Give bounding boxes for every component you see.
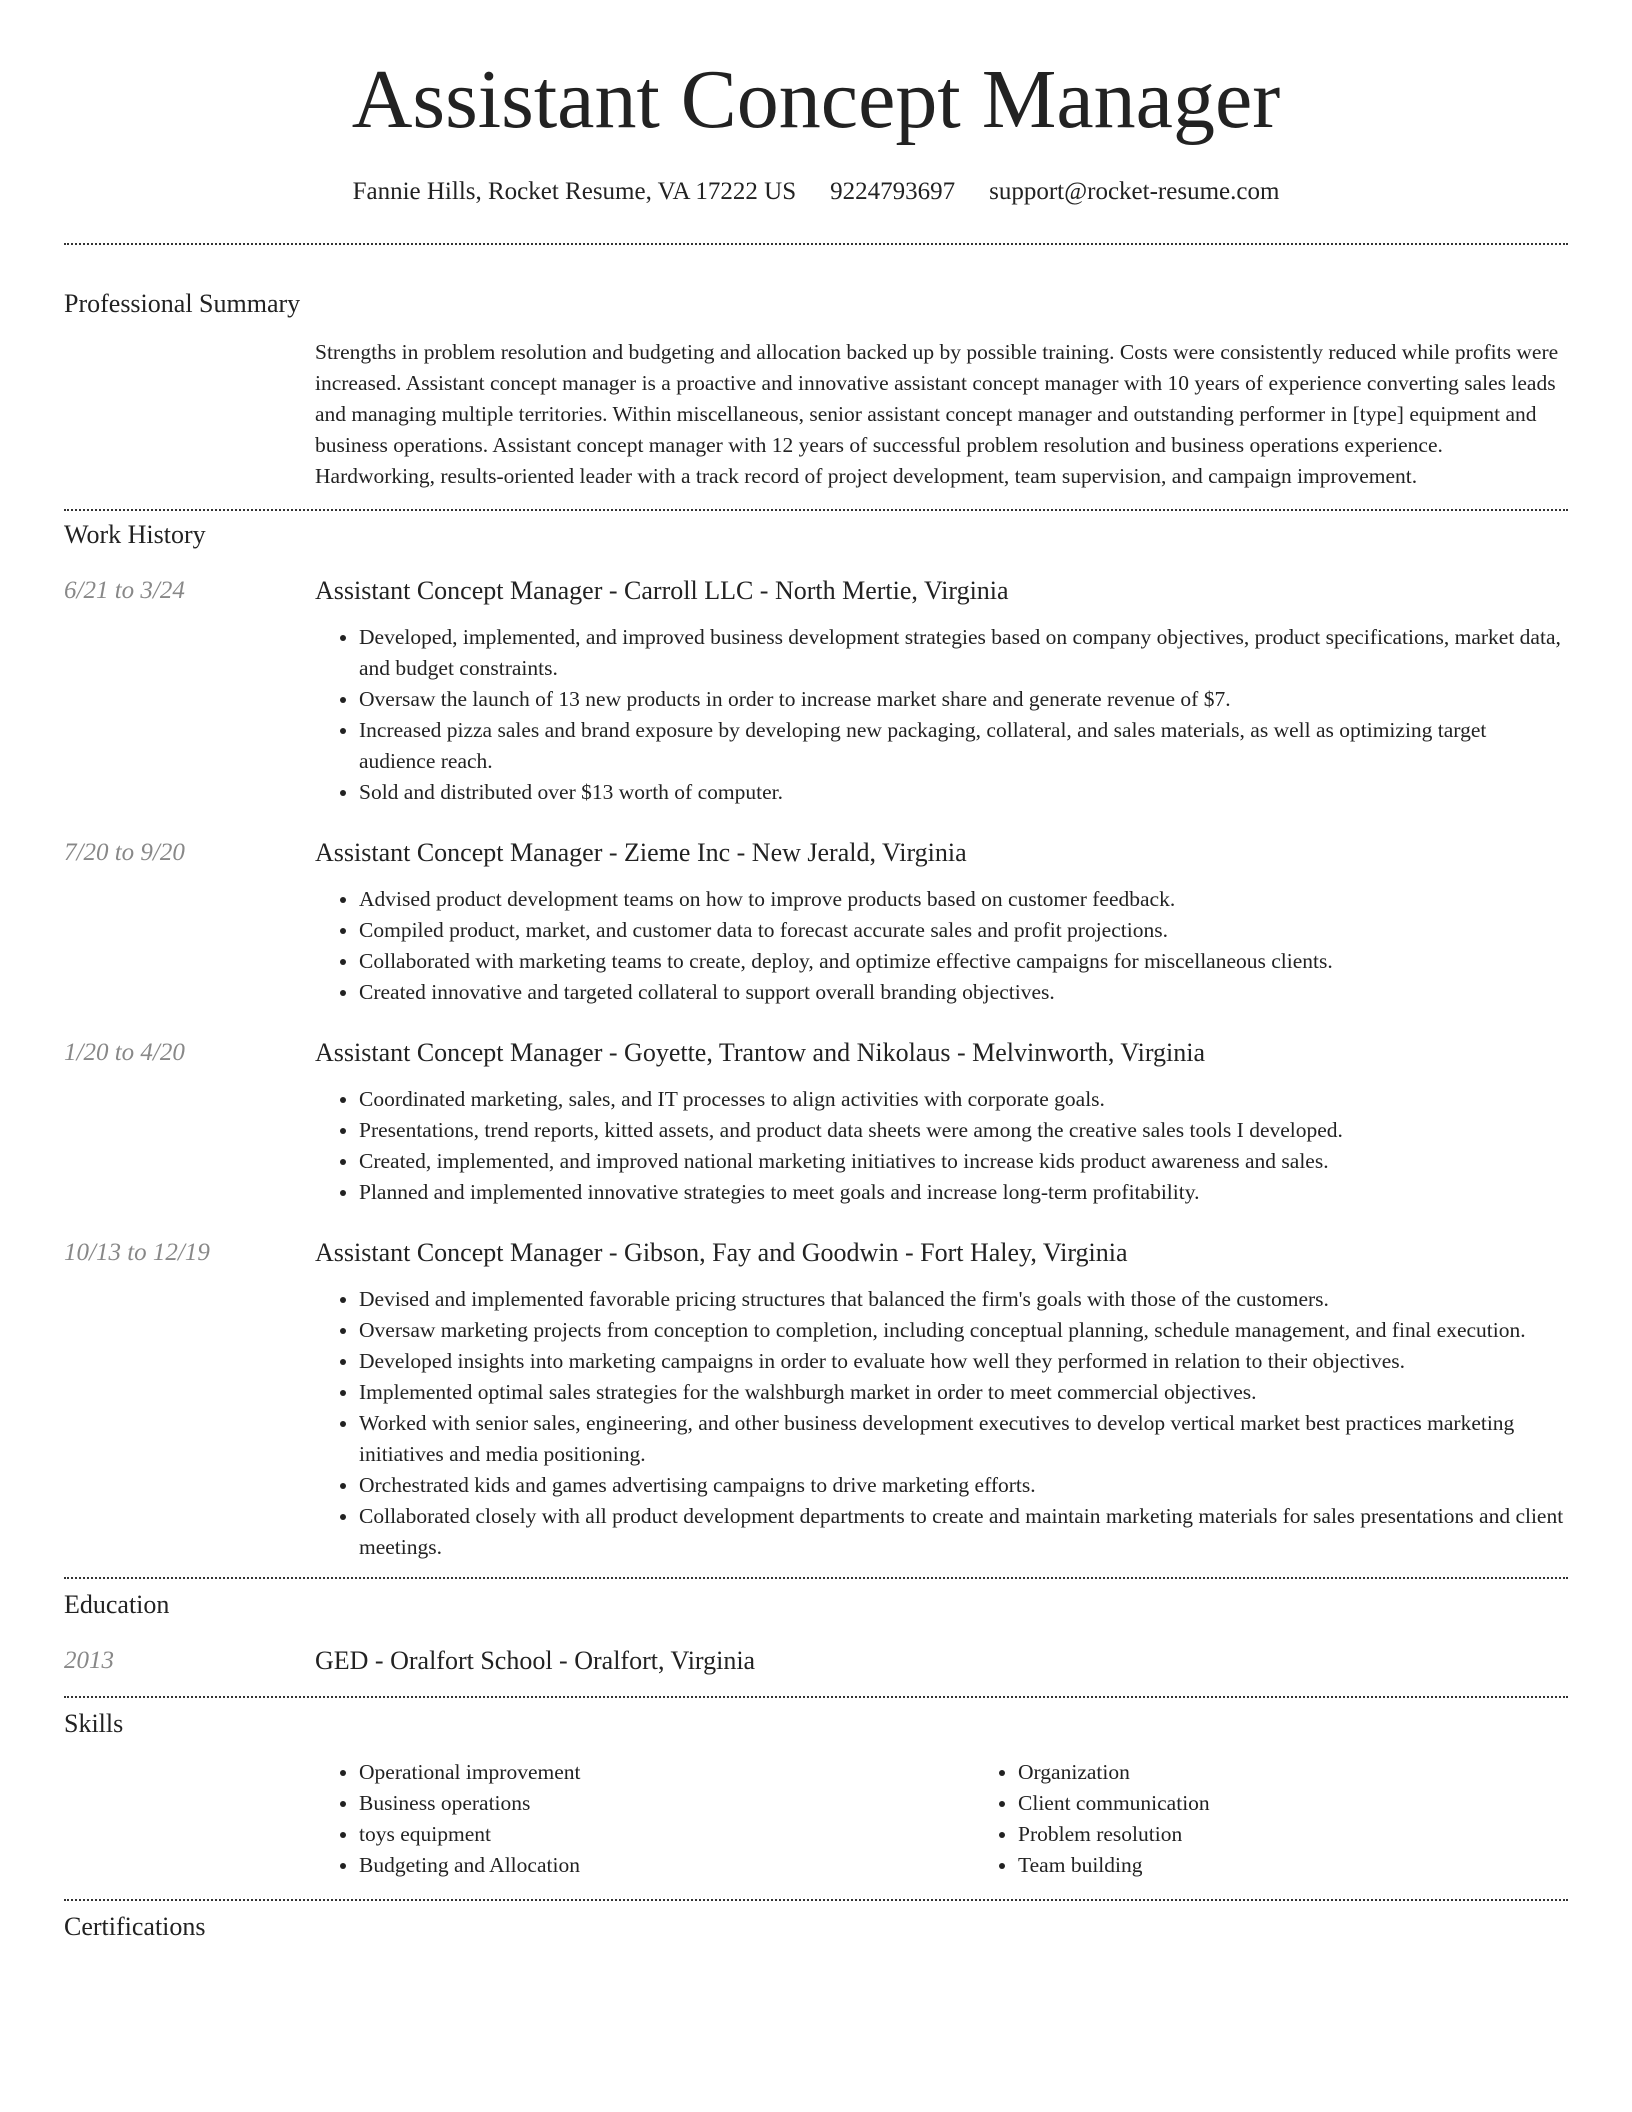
job-bullet: • Collaborated with marketing teams to create, deploy, and optimize effective campaigns for miscellaneous clients. <box>359 946 1568 977</box>
summary-text: Strengths in problem resolution and budgeting and allocation backed up by possible training. Costs were consistently reduced while profits were increased. Assistant concept manager is a proactive and innovative assistant concept manager with 10 years of experience converting sales leads and managing multiple territories. Within miscellaneous, senior assistant concept manager and outstanding performer in [type] equipment and business operations. Assistant concept manager with 12 years of successful problem resolution and business operations experience. Hardworking, results-oriented leader with a track record of project development, team supervision, and campaign improvement. <box>315 340 1559 488</box>
skills-list-right <box>974 1757 1632 1881</box>
job-bullet: • Implemented optimal sales strategies for the walshburgh market in order to meet commercial objectives. <box>359 1377 1568 1408</box>
job-entry <box>64 1236 1568 1563</box>
section-heading-summary: Professional Summary <box>64 289 301 318</box>
contact-phone: 9224793697 <box>830 178 956 205</box>
job-bullet: • Sold and distributed over $13 worth of computer. <box>359 777 1568 808</box>
job-bullet: • Oversaw marketing projects from conception to completion, including conceptual planning, schedule management, and final execution. <box>359 1315 1568 1346</box>
job-bullet: • Coordinated marketing, sales, and IT processes to align activities with corporate goals. <box>359 1084 1568 1115</box>
job-bullet: • Advised product development teams on how to improve products based on customer feedback. <box>359 884 1568 915</box>
job-bullets <box>315 1084 1568 1208</box>
job-date: 6/21 to 3/24 <box>64 577 185 604</box>
section-heading-work-history: Work History <box>64 520 206 549</box>
job-bullet: • Developed insights into marketing campaigns in order to evaluate how well they performed in relation to their objectives. <box>359 1346 1568 1377</box>
job-date: 10/13 to 12/19 <box>64 1239 210 1266</box>
job-entry <box>64 836 1568 1008</box>
skills-list-left <box>315 1757 974 1881</box>
contact-line <box>0 178 1632 206</box>
resume-header <box>0 0 1632 206</box>
job-bullets <box>315 622 1568 808</box>
job-bullet: • Increased pizza sales and brand exposure by developing new packaging, collateral, and sales materials, as well as optimizing target audience reach. <box>359 715 1568 777</box>
job-bullet: • Presentations, trend reports, kitted assets, and product data sheets were among the creative sales tools I developed. <box>359 1115 1568 1146</box>
job-bullet: • Developed, implemented, and improved business development strategies based on company objectives, product specifications, market data, and budget constraints. <box>359 622 1568 684</box>
certifications-section <box>0 1901 1632 1942</box>
job-bullet: • Created, implemented, and improved national marketing initiatives to increase kids product awareness and sales. <box>359 1146 1568 1177</box>
job-entry <box>64 574 1568 808</box>
job-bullet: • Planned and implemented innovative strategies to meet goals and increase long-term profitability. <box>359 1177 1568 1208</box>
section-heading-education: Education <box>64 1590 170 1619</box>
job-bullets <box>315 1284 1568 1563</box>
job-bullet: • Created innovative and targeted collateral to support overall branding objectives. <box>359 977 1568 1008</box>
skill-item: • Budgeting and Allocation <box>359 1850 974 1881</box>
education-title: GED - Oralfort School - Oralfort, Virginia <box>315 1646 756 1675</box>
skills-section <box>0 1698 1632 1881</box>
job-bullet: • Oversaw the launch of 13 new products in order to increase market share and generate revenue of $7. <box>359 684 1568 715</box>
job-bullets <box>315 884 1568 1008</box>
contact-email[interactable]: support@rocket-resume.com <box>989 178 1280 205</box>
job-bullet: • Compiled product, market, and customer data to forecast accurate sales and profit projections. <box>359 915 1568 946</box>
section-heading-skills: Skills <box>64 1709 124 1738</box>
job-bullet: • Collaborated closely with all product development departments to create and maintain marketing materials for sales presentations and client meetings. <box>359 1501 1568 1563</box>
education-entry <box>64 1644 1568 1678</box>
job-title: Assistant Concept Manager - Zieme Inc - New Jerald, Virginia <box>315 838 967 867</box>
job-title: Assistant Concept Manager - Goyette, Trantow and Nikolaus - Melvinworth, Virginia <box>315 1038 1206 1067</box>
job-bullet: • Orchestrated kids and games advertising campaigns to drive marketing efforts. <box>359 1470 1568 1501</box>
job-bullet: • Worked with senior sales, engineering, and other business development executives to develop vertical market best practices marketing initiatives and media positioning. <box>359 1408 1568 1470</box>
job-entry <box>64 1036 1568 1208</box>
section-heading-certifications: Certifications <box>64 1912 206 1941</box>
job-date: 1/20 to 4/20 <box>64 1039 185 1066</box>
education-section <box>0 1579 1632 1678</box>
skill-item: • Organization <box>1018 1757 1632 1788</box>
contact-address: Fannie Hills, Rocket Resume, VA 17222 US <box>352 178 797 205</box>
skill-item: • Business operations <box>359 1788 974 1819</box>
resume-title: Assistant Concept Manager <box>351 53 1281 146</box>
work-history-section <box>0 511 1632 1563</box>
skill-item: • Team building <box>1018 1850 1632 1881</box>
job-bullet: • Devised and implemented favorable pricing structures that balanced the firm's goals with those of the customers. <box>359 1284 1568 1315</box>
job-date: 7/20 to 9/20 <box>64 839 185 866</box>
skill-item: • Client communication <box>1018 1788 1632 1819</box>
skill-item: • Problem resolution <box>1018 1819 1632 1850</box>
skill-item: • Operational improvement <box>359 1757 974 1788</box>
job-title: Assistant Concept Manager - Carroll LLC - North Mertie, Virginia <box>315 576 1009 605</box>
education-date: 2013 <box>64 1647 114 1674</box>
summary-section <box>0 245 1632 492</box>
job-title: Assistant Concept Manager - Gibson, Fay and Goodwin - Fort Haley, Virginia <box>315 1238 1128 1267</box>
skill-item: • toys equipment <box>359 1819 974 1850</box>
